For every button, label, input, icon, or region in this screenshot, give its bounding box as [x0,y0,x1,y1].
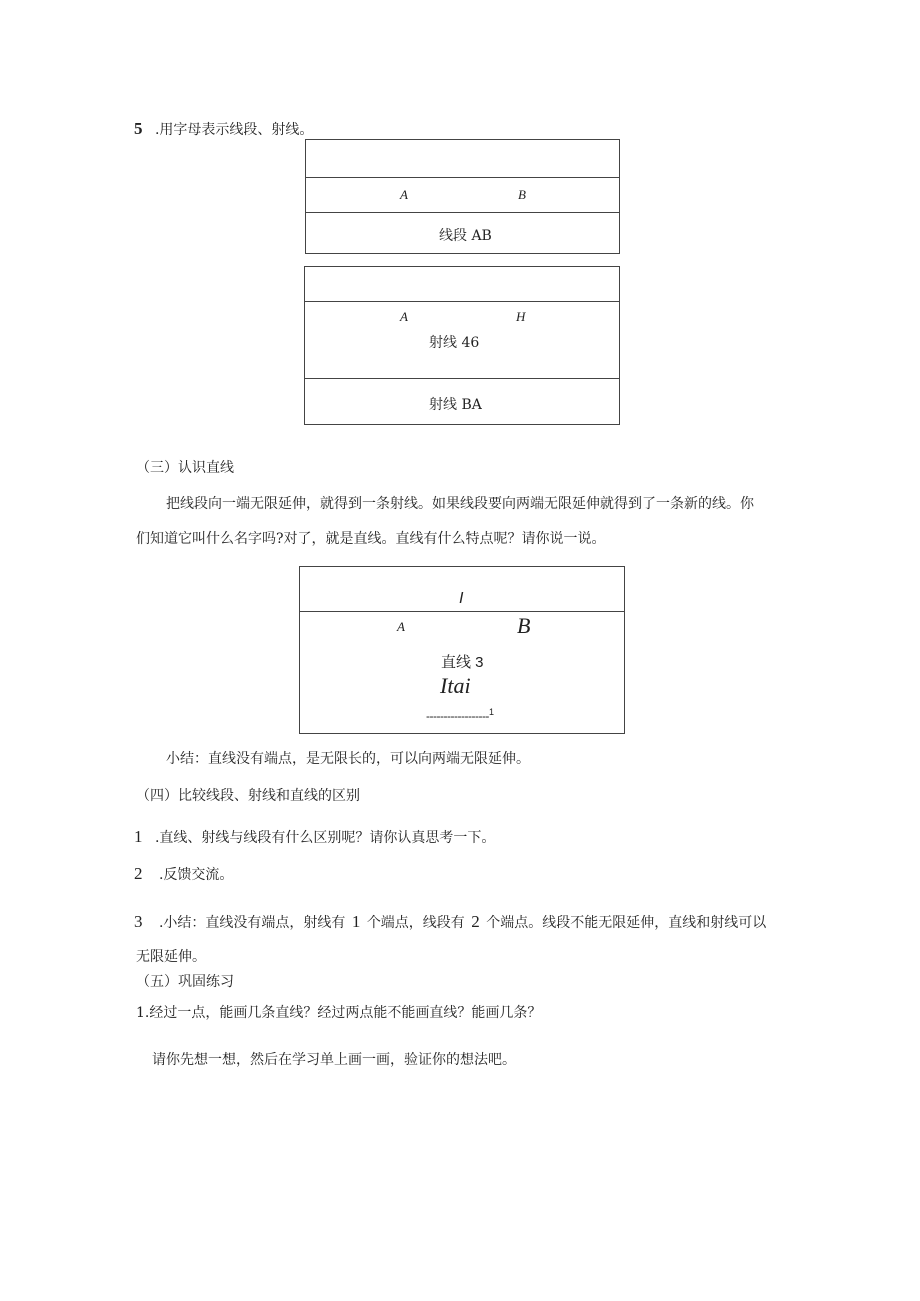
dash-text: ------------------ [426,709,489,723]
point-b-label: B [518,187,526,202]
list-item-2 [134,865,233,884]
item-text: .反馈交流。 [158,867,234,883]
exercise-instruction: 请你先想一想，然后在学习单上画一画，验证你的想法吧。 [152,1052,516,1068]
summary-text: 小结：直线没有端点，是无限长的，可以向两端无限延伸。 [166,751,530,767]
list-item-1 [134,828,495,847]
ray-caption-2: 射线 BA [429,397,482,413]
point-a-label: A [397,619,405,634]
item-number: 1 [134,827,143,846]
divider [305,378,619,379]
ray-diagram-box [304,266,620,425]
list-item-3-continued: 无限延伸。 [136,949,206,965]
line-caption: 直线 3 [441,654,484,671]
line-diagram-box [299,566,625,734]
item-count-1: 1 [351,912,361,931]
italic-label: Itai [440,673,471,698]
divider [306,177,619,178]
exercise-question: 1.经过一点，能画几条直线？经过两点能不能画直线？能画几条？ [136,1005,542,1021]
divider [306,212,619,213]
section-heading-4: （四）比较线段、射线和直线的区别 [136,788,360,804]
item-text-c: 个端点。线段不能无限延伸，直线和射线可以 [486,915,767,931]
point-b-label: B [517,613,531,638]
item-number: 2 [134,864,143,883]
section-heading-5: （五）巩固练习 [136,974,234,990]
divider [300,611,624,612]
point-h-label: H [516,309,526,324]
paragraph-line-2: 们知道它叫什么名字吗?对了，就是直线。直线有什么特点呢？请你说一说。 [136,531,606,547]
item-count-2: 2 [471,912,480,931]
segment-caption: 线段 AB [439,228,492,244]
dash-line [426,707,493,723]
point-a-label: A [400,187,408,202]
item-text: .直线、射线与线段有什么区别呢？请你认真思考一下。 [154,830,496,846]
superscript: 1 [488,707,494,717]
divider [305,301,619,302]
item-text-b: 个端点，线段有 [366,915,465,931]
section-title-text: .用字母表示线段、射线。 [154,122,314,138]
point-a-label: A [400,309,408,324]
list-item-3 [134,913,766,932]
line-mark: I [459,590,464,607]
section-heading-3: （三）认识直线 [136,460,234,476]
item-number: 3 [134,912,143,931]
section-number: 5 [134,119,143,138]
item-text-a: .小结：直线没有端点，射线有 [158,915,346,931]
segment-diagram-box [305,139,620,254]
paragraph-line-1: 把线段向一端无限延伸，就得到一条射线。如果线段要向两端无限延伸就得到了一条新的线。你 [166,496,754,512]
ray-caption-1: 射线 46 [429,335,480,351]
section-5-title [134,120,313,139]
